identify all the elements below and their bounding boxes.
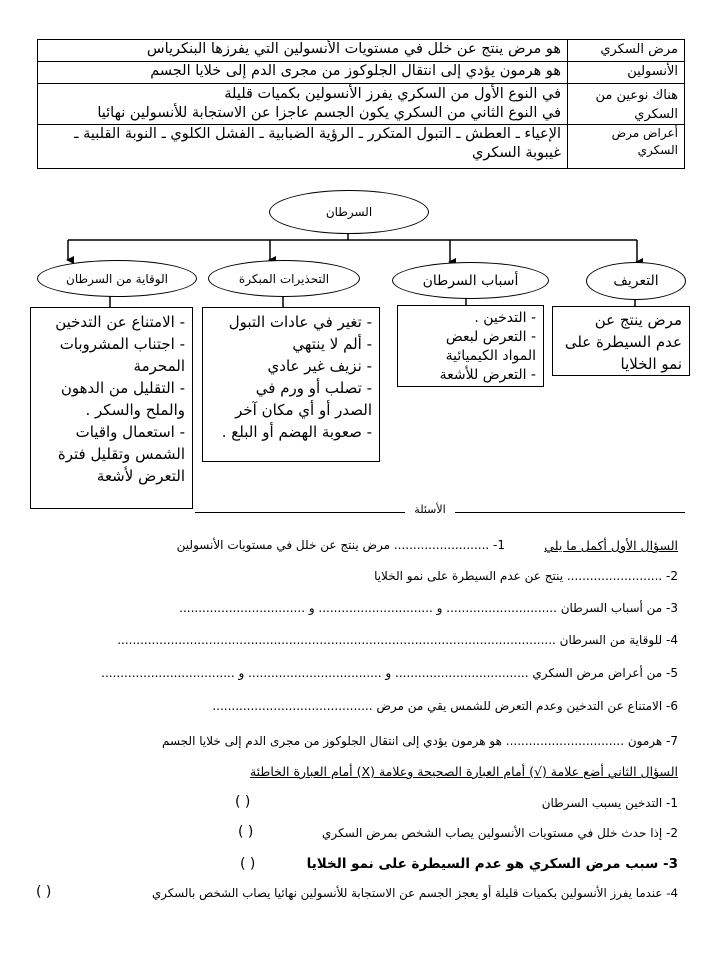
answer-slot[interactable]: ( ) bbox=[235, 794, 251, 810]
q2-item: 4- عندما يفرز الأنسولين بكميات قليلة أو يعجز الجسم عن الاستجابة للأنسولين نهائيا يصاب الشخص بالسكري bbox=[151, 886, 678, 900]
node-warnings: التحذيرات المبكرة bbox=[208, 260, 360, 297]
q1-item: 3- من أسباب السرطان ............................. و .............................. و ................................. bbox=[179, 601, 678, 615]
q1-item: 7- هرمون ............................... هو هرمون يؤدي إلى انتقال الجلوكوز من مجرى الدم إلى خلايا الجسم bbox=[161, 734, 678, 748]
table-term: الأنسولين bbox=[568, 62, 685, 84]
q1-item: 4- للوقاية من السرطان ................................................................................................................... bbox=[117, 633, 678, 647]
q1-item: 6- الامتناع عن التدخين وعدم التعرض للشمس يقي من مرض .......................................... bbox=[212, 699, 678, 713]
node-prevention: الوقاية من السرطان bbox=[37, 260, 197, 297]
table-term: مرض السكري bbox=[568, 40, 685, 62]
q2-item: 2- إذا حدث خلل في مستويات الأنسولين يصاب الشخص بمرض السكري bbox=[321, 826, 678, 840]
q1-item: 5- من أعراض مرض السكري ................................... و ................................... و ................................... bbox=[101, 666, 678, 680]
root-node: السرطان bbox=[269, 190, 429, 234]
q1-title: السؤال الأول أكمل ما يلي bbox=[544, 538, 678, 553]
table-definition: في النوع الأول من السكري يفرز الأنسولين بكميات قليلة في النوع الثاني من السكري يكون الجسم عاجزا عن الاستجابة للأنسولين نهائيا bbox=[38, 84, 568, 125]
table-term: أعراض مرض السكري bbox=[568, 125, 685, 169]
table-definition: الإعياء ـ العطش ـ التبول المتكرر ـ الرؤية الضبابية ـ الفشل الكلوي ـ النوبة القلبية ـ غيبوبة السكري bbox=[38, 125, 568, 169]
q1-item: 2- ......................... ينتج عن عدم السيطرة على نمو الخلايا bbox=[374, 569, 678, 583]
answer-slot[interactable]: ( ) bbox=[240, 856, 256, 872]
section-title: الأسئلة bbox=[414, 503, 446, 516]
answer-slot[interactable]: ( ) bbox=[36, 884, 52, 900]
box-prevention: - الامتناع عن التدخين - اجتناب المشروبات المحرمة - التقليل من الدهون والملح والسكر . - استعمال واقيات الشمس وتقليل فترة التعرض لأشعة bbox=[30, 307, 193, 509]
table-term: هناك نوعين من السكري bbox=[568, 84, 685, 125]
box-causes: - التدخين . - التعرض لبعض المواد الكيميائية - التعرض للأشعة bbox=[397, 305, 544, 387]
q2-title: السؤال الثاني أضع علامة (√) أمام العبارة الصحيحة وعلامة (X) أمام العبارة الخاطئة bbox=[249, 764, 678, 779]
answer-slot[interactable]: ( ) bbox=[238, 824, 254, 840]
box-warnings: - تغير في عادات التبول - ألم لا ينتهي - نزيف غير عادي - تصلب أو ورم في الصدر أو أي مكان آخر - صعوبة الهضم أو البلع . bbox=[202, 307, 380, 462]
node-definition: التعريف bbox=[586, 262, 686, 300]
table-definition: هو مرض ينتج عن خلل في مستويات الأنسولين التي يفرزها البنكرياس bbox=[38, 40, 568, 62]
q1-item: 1- ......................... مرض ينتج عن خلل في مستويات الأنسولين bbox=[176, 538, 505, 552]
q2-item: 1- التدخين يسبب السرطان bbox=[541, 796, 678, 810]
table-definition: هو هرمون يؤدي إلى انتقال الجلوكوز من مجرى الدم إلى خلايا الجسم bbox=[38, 62, 568, 84]
q2-item: 3- سبب مرض السكري هو عدم السيطرة على نمو الخلايا bbox=[306, 856, 678, 872]
divider bbox=[455, 512, 685, 513]
divider bbox=[195, 512, 405, 513]
node-causes: أسباب السرطان bbox=[392, 262, 549, 299]
box-definition: مرض ينتج عن عدم السيطرة على نمو الخلايا bbox=[552, 306, 690, 376]
